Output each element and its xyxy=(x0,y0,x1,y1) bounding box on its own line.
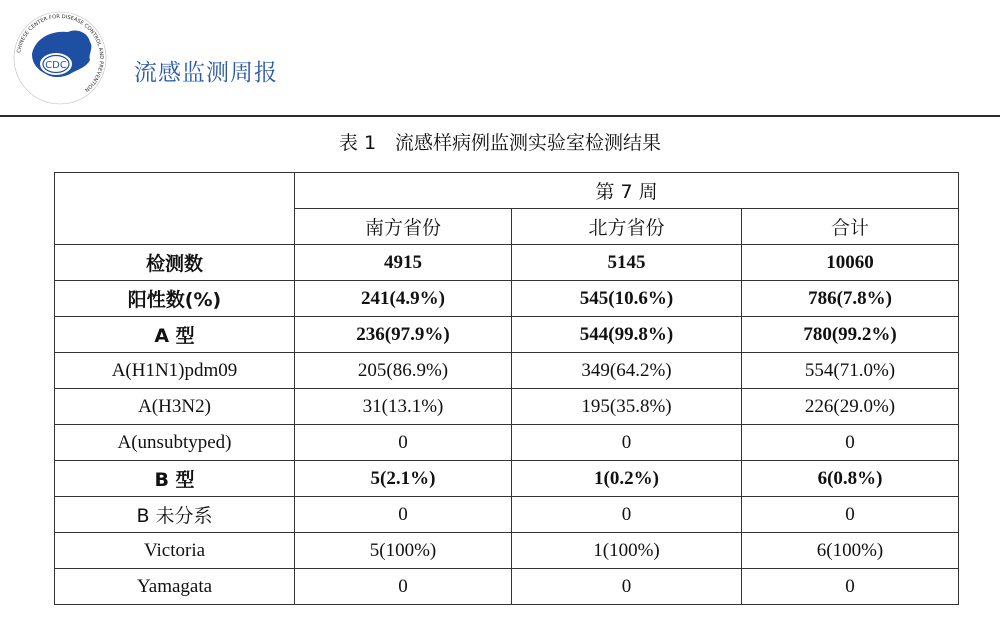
row-label: 阳性数(%) xyxy=(55,281,295,317)
week-header: 第 7 周 xyxy=(295,173,959,209)
table-header-row xyxy=(55,173,959,209)
table-cell: 780(99.2%) xyxy=(742,317,959,353)
table-cell: 0 xyxy=(512,425,742,461)
table-cell: 236(97.9%) xyxy=(295,317,512,353)
corner-cell xyxy=(55,173,295,245)
header-rule xyxy=(0,115,1000,117)
row-label: A 型 xyxy=(55,317,295,353)
table-row xyxy=(55,461,959,497)
table-cell: 241(4.9%) xyxy=(295,281,512,317)
report-name: 流感监测周报 xyxy=(134,60,278,86)
row-label: 检测数 xyxy=(55,245,295,281)
cdc-logo xyxy=(10,8,110,108)
table-cell: 226(29.0%) xyxy=(742,389,959,425)
table-row xyxy=(55,353,959,389)
table-row xyxy=(55,317,959,353)
table-title: 表 1 流感样病例监测实验室检测结果 xyxy=(338,132,662,154)
table-cell: 5(100%) xyxy=(295,533,512,569)
table-cell: 5(2.1%) xyxy=(295,461,512,497)
table-row xyxy=(55,533,959,569)
table-cell: 31(13.1%) xyxy=(295,389,512,425)
page-header xyxy=(0,0,1000,118)
table-row xyxy=(55,245,959,281)
table-row xyxy=(55,497,959,533)
column-header-total: 合计 xyxy=(742,209,959,245)
table-cell: 195(35.8%) xyxy=(512,389,742,425)
row-label: A(H1N1)pdm09 xyxy=(55,353,295,389)
column-header-south: 南方省份 xyxy=(295,209,512,245)
table-cell: 6(100%) xyxy=(742,533,959,569)
row-label: A(H3N2) xyxy=(55,389,295,425)
results-table xyxy=(54,172,959,605)
table-cell: 0 xyxy=(742,425,959,461)
logo-ring-text: CHINESE CENTER FOR DISEASE CONTROL AND PREVENTION xyxy=(16,13,105,93)
table-cell: 554(71.0%) xyxy=(742,353,959,389)
table-cell: 10060 xyxy=(742,245,959,281)
table-cell: 0 xyxy=(295,497,512,533)
table-cell: 0 xyxy=(295,425,512,461)
table-row xyxy=(55,281,959,317)
table-cell: 349(64.2%) xyxy=(512,353,742,389)
table-cell: 205(86.9%) xyxy=(295,353,512,389)
table-row xyxy=(55,389,959,425)
table-cell: 545(10.6%) xyxy=(512,281,742,317)
table-cell: 0 xyxy=(512,497,742,533)
logo-text: CDC xyxy=(45,60,67,71)
row-label: Yamagata xyxy=(55,569,295,605)
row-label: A(unsubtyped) xyxy=(55,425,295,461)
table-cell: 1(0.2%) xyxy=(512,461,742,497)
table-cell: 0 xyxy=(512,569,742,605)
table-cell: 0 xyxy=(742,569,959,605)
table-cell: 6(0.8%) xyxy=(742,461,959,497)
table-cell: 4915 xyxy=(295,245,512,281)
column-header-north: 北方省份 xyxy=(512,209,742,245)
table-cell: 5145 xyxy=(512,245,742,281)
table-cell: 1(100%) xyxy=(512,533,742,569)
table-row xyxy=(55,425,959,461)
table-cell: 0 xyxy=(295,569,512,605)
row-label: B 未分系 xyxy=(55,497,295,533)
table-cell: 544(99.8%) xyxy=(512,317,742,353)
table-cell: 0 xyxy=(742,497,959,533)
table-cell: 786(7.8%) xyxy=(742,281,959,317)
row-label: B 型 xyxy=(55,461,295,497)
table-row xyxy=(55,569,959,605)
row-label: Victoria xyxy=(55,533,295,569)
